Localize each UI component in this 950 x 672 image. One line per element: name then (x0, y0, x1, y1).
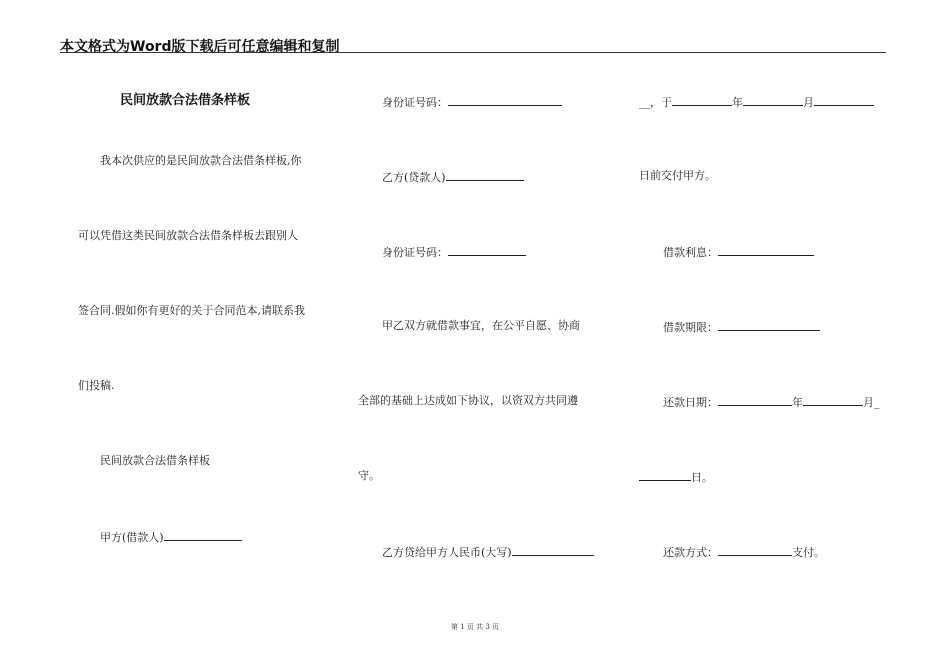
repay-method-suffix: 支付。 (792, 546, 825, 559)
lender-label: 乙方(贷款人) (382, 171, 446, 184)
repay-day-line (639, 469, 713, 485)
id-number-line-2 (382, 244, 526, 260)
document-header: 本文格式为Word版下载后可任意编辑和复制 (60, 39, 340, 55)
lender-line (382, 169, 524, 185)
intro-line-3: 签合同.假如你有更好的关于合同范本,请联系我 (78, 304, 305, 317)
agreement-line-3: 守。 (358, 469, 380, 482)
lender-blank (446, 169, 524, 181)
id-number-label-2: 身份证号码： (382, 246, 448, 259)
delivery-date-line (639, 94, 874, 110)
loan-amount-blank (512, 544, 594, 556)
repay-date-label: 还款日期： (663, 396, 718, 409)
id-number-label-1: 身份证号码： (382, 96, 448, 109)
term-label: 借款期限： (663, 321, 718, 334)
delivery-month-blank (743, 94, 803, 106)
id-number-line-1 (382, 94, 562, 110)
intro-line-4: 们投稿. (78, 379, 115, 392)
repay-day-label: 日。 (691, 471, 713, 484)
repay-method-blank (718, 544, 792, 556)
borrower-label: 甲方(借款人) (100, 531, 164, 544)
agreement-line-2: 全部的基础上达成如下协议，以资双方共同遵 (358, 394, 578, 407)
borrower-blank (164, 529, 242, 541)
delivery-day-blank (814, 94, 874, 106)
repay-method-label: 还款方式： (663, 546, 718, 559)
intro-line-1: 我本次供应的是民间放款合法借条样板,你 (100, 154, 302, 167)
template-heading: 民间放款合法借条样板 (100, 454, 210, 467)
interest-label: 借款利息： (663, 246, 718, 259)
delivery-prefix: __，于 (639, 96, 672, 109)
repay-year-label: 年 (792, 396, 803, 409)
agreement-line-1: 甲乙双方就借款事宜，在公平自愿、协商 (382, 319, 580, 332)
borrower-line (100, 529, 242, 545)
interest-blank (718, 244, 814, 256)
loan-amount-label: 乙方贷给甲方人民币(大写) (382, 546, 512, 559)
repay-day-blank (639, 469, 691, 481)
repay-month-blank (803, 394, 863, 406)
delivery-line-2: 日前交付甲方。 (639, 169, 716, 182)
repay-method-line (663, 544, 825, 560)
page-number: 第 1 页 共 3 页 (450, 623, 500, 631)
repay-date-line (663, 394, 880, 410)
delivery-year-label: 年 (732, 96, 743, 109)
delivery-year-blank (672, 94, 732, 106)
header-rule (60, 52, 886, 53)
intro-line-2: 可以凭借这类民间放款合法借条样板去跟别人 (78, 229, 298, 242)
repay-year-blank (718, 394, 792, 406)
id-number-blank-2 (448, 244, 526, 256)
loan-amount-line (382, 544, 594, 560)
document-title: 民间放款合法借条样板 (120, 93, 251, 108)
id-number-blank-1 (448, 94, 562, 106)
term-line (663, 319, 820, 335)
term-blank (718, 319, 820, 331)
interest-line (663, 244, 814, 260)
repay-month-label: 月_ (863, 396, 880, 409)
delivery-month-label: 月 (803, 96, 814, 109)
